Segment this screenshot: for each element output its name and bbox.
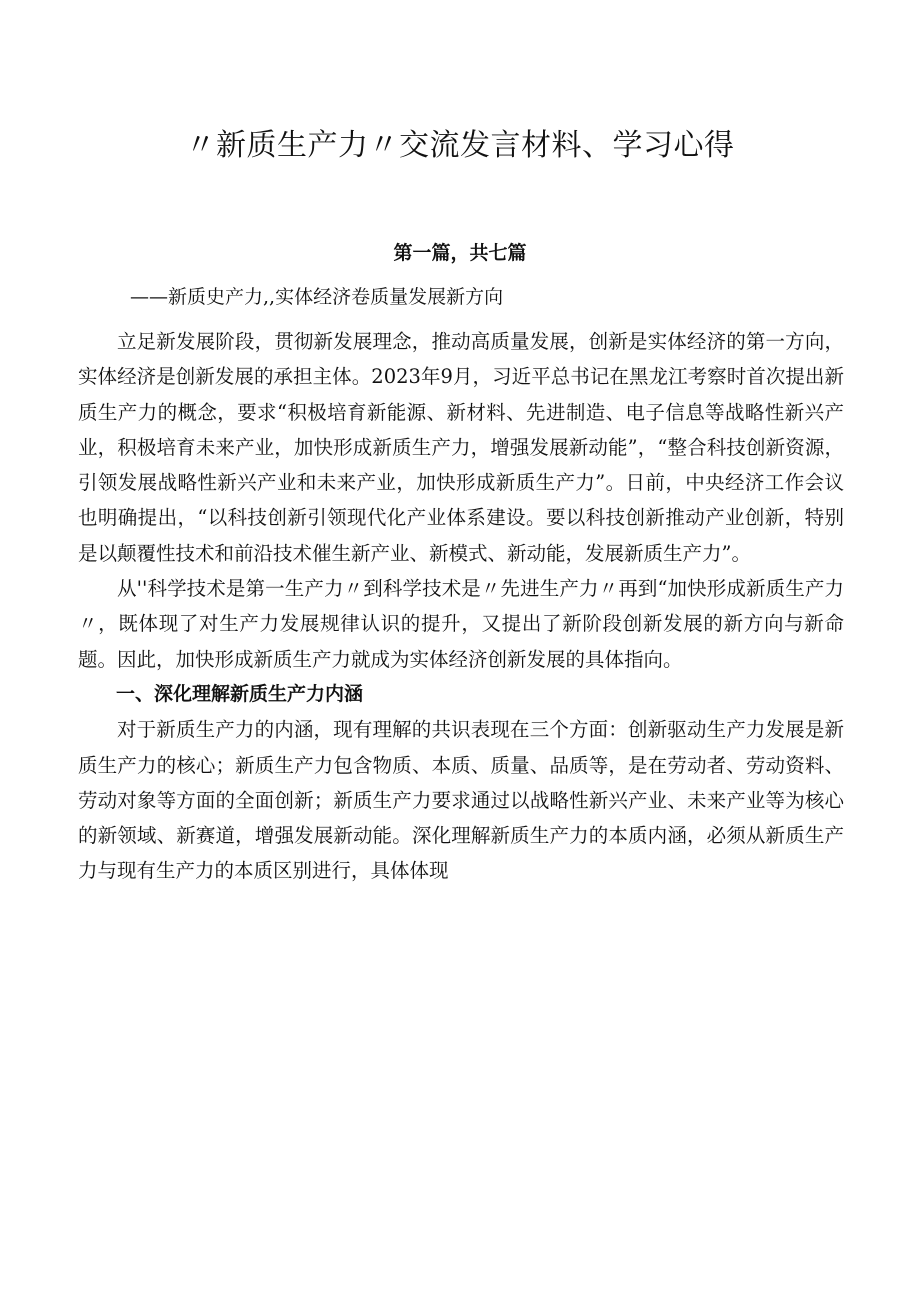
body-paragraph: 立足新发展阶段，贯彻新发展理念，推动高质量发展，创新是实体经济的第一方向，实体经济是创新发展的承担主体。2023年9月，习近平总书记在黑龙江考察时首次提出新质生产力的概念，要求“积极培育新能源、新材料、先进制造、电子信息等战略性新兴产业，积极培育未来产业，加快形成新质生产力，增强发展新动能”，“整合科技创新资源，引领发展战略性新兴产业和未来产业，加快形成新质生产力”。日前，中央经济工作会议也明确提出，“以科技创新引领现代化产业体系建设。要以科技创新推动产业创新，特别是以颠覆性技术和前沿技术催生新产业、新模式、新动能，发展新质生产力”。	[78, 330, 844, 565]
section-heading: 一、深化理解新质生产力内涵	[116, 682, 364, 705]
document-title: 〃新质生产力〃交流发言材料、学习心得	[185, 128, 735, 163]
article-subtitle: ——新质史产力,,实体经济卷质量发展新方向	[130, 286, 504, 308]
document-body	[78, 324, 844, 889]
body-paragraph: 从''科学技术是第一生产力〃到科学技术是〃先进生产力〃再到“加快形成新质生产力〃，既体现了对生产力发展规律认识的提升，又提出了新阶段创新发展的新方向与新命题。因此，加快形成新质生产力就成为实体经济创新发展的具体指向。	[78, 577, 844, 671]
part-label: 第一篇，共七篇	[393, 242, 527, 264]
section-paragraph: 对于新质生产力的内涵，现有理解的共识表现在三个方面：创新驱动生产力发展是新质生产力的核心；新质生产力包含物质、本质、质量、品质等，是在劳动者、劳动资料、劳动对象等方面的全面创新；新质生产力要求通过以战略性新兴产业、未来产业等为核心的新领域、新赛道，增强发展新动能。深化理解新质生产力的本质内涵，必须从新质生产力与现有生产力的本质区别进行，具体体现	[78, 718, 844, 883]
